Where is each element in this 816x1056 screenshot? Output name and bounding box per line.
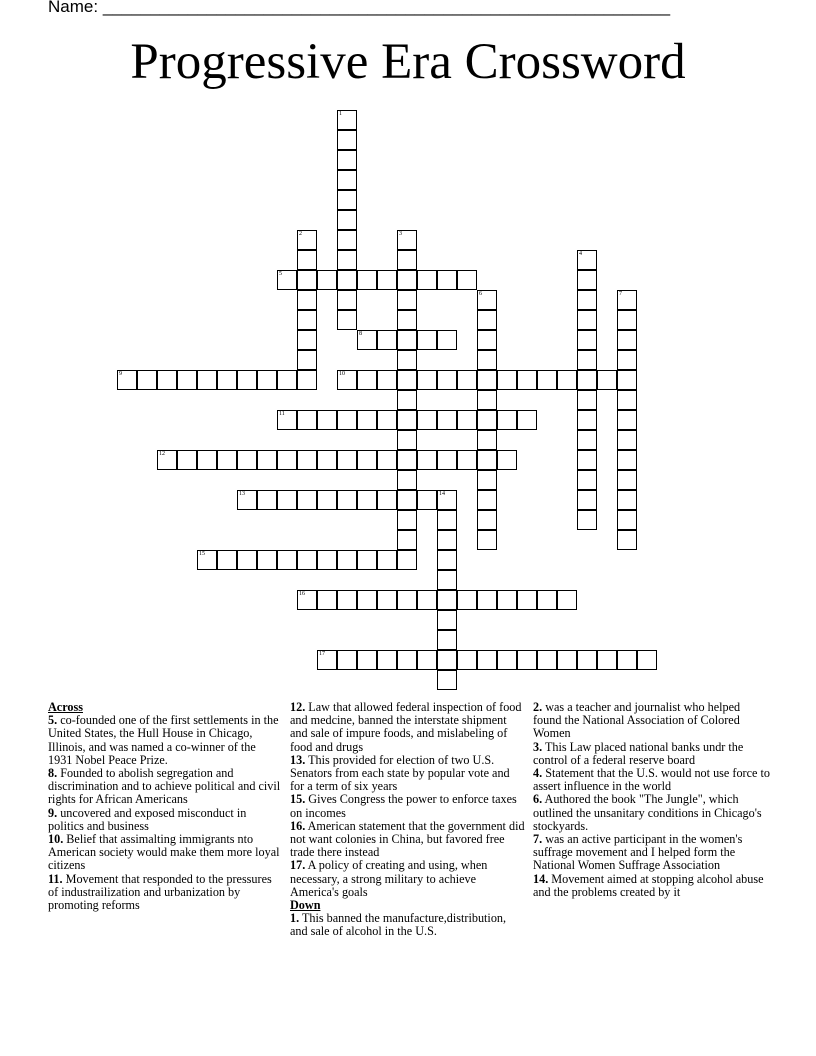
grid-cell[interactable]: [337, 150, 357, 170]
grid-cell[interactable]: [357, 590, 377, 610]
grid-cell[interactable]: [517, 650, 537, 670]
grid-cell-8[interactable]: [357, 330, 377, 350]
grid-cell[interactable]: [397, 510, 417, 530]
grid-cell[interactable]: [457, 450, 477, 470]
grid-cell[interactable]: [397, 450, 417, 470]
grid-cell[interactable]: [197, 450, 217, 470]
grid-cell[interactable]: [357, 270, 377, 290]
grid-cell[interactable]: [397, 430, 417, 450]
grid-cell[interactable]: [577, 450, 597, 470]
grid-cell[interactable]: [397, 550, 417, 570]
grid-cell[interactable]: [437, 610, 457, 630]
clue-down-14: 14. Movement aimed at stopping alcohol abuse and the problems created by it: [533, 871, 764, 899]
grid-cell[interactable]: [477, 490, 497, 510]
grid-cell[interactable]: [337, 410, 357, 430]
clue-across-5: 5. co-founded one of the first settlements in the United States, the Hull House in Chicago, Illinois, and was named a co-winner of the 1931 Nobel Peace Prize.: [48, 713, 279, 767]
grid-cell-16[interactable]: [297, 590, 317, 610]
grid-cell[interactable]: [297, 290, 317, 310]
clue-down-3: 3. This Law placed national banks undr the control of a federal reserve board: [533, 739, 744, 767]
grid-cell[interactable]: [277, 370, 297, 390]
grid-cell[interactable]: [357, 490, 377, 510]
grid-cell[interactable]: [177, 450, 197, 470]
grid-cell-10[interactable]: [337, 370, 357, 390]
clue-across-9: 9. uncovered and exposed misconduct in politics and business: [48, 805, 247, 833]
grid-cell-13[interactable]: [237, 490, 257, 510]
grid-cell[interactable]: [457, 650, 477, 670]
grid-cell[interactable]: [497, 450, 517, 470]
clue-number: 8: [359, 331, 362, 337]
grid-cell[interactable]: [617, 490, 637, 510]
grid-cell[interactable]: [517, 590, 537, 610]
grid-cell[interactable]: [257, 490, 277, 510]
grid-cell[interactable]: [297, 410, 317, 430]
grid-cell[interactable]: [397, 390, 417, 410]
clue-across-11: 11. Movement that responded to the pressures of industrailization and urbanization by promoting reforms: [48, 871, 272, 913]
grid-cell[interactable]: [297, 330, 317, 350]
grid-cell[interactable]: [577, 430, 597, 450]
grid-cell[interactable]: [437, 270, 457, 290]
grid-cell-4[interactable]: [577, 250, 597, 270]
grid-cell[interactable]: [417, 410, 437, 430]
grid-cell[interactable]: [477, 470, 497, 490]
grid-cell[interactable]: [617, 310, 637, 330]
grid-cell[interactable]: [237, 550, 257, 570]
grid-cell[interactable]: [577, 470, 597, 490]
grid-cell[interactable]: [337, 250, 357, 270]
grid-cell[interactable]: [617, 450, 637, 470]
grid-cell[interactable]: [297, 350, 317, 370]
grid-cell[interactable]: [337, 270, 357, 290]
grid-cell-9[interactable]: [117, 370, 137, 390]
grid-cell[interactable]: [397, 250, 417, 270]
grid-cell[interactable]: [337, 490, 357, 510]
grid-cell[interactable]: [377, 330, 397, 350]
grid-cell[interactable]: [417, 590, 437, 610]
grid-cell[interactable]: [417, 650, 437, 670]
clue-number: 2: [299, 231, 302, 237]
grid-cell[interactable]: [317, 410, 337, 430]
grid-cell[interactable]: [557, 590, 577, 610]
grid-cell[interactable]: [437, 450, 457, 470]
grid-cell[interactable]: [437, 590, 457, 610]
grid-cell[interactable]: [177, 370, 197, 390]
grid-cell[interactable]: [277, 550, 297, 570]
grid-cell[interactable]: [397, 290, 417, 310]
grid-cell[interactable]: [217, 370, 237, 390]
grid-cell[interactable]: [337, 170, 357, 190]
clue-down-7: 7. was an active participant in the women's suffrage movement and I helped form the National Women Suffrage Association: [533, 832, 743, 873]
grid-cell[interactable]: [477, 590, 497, 610]
grid-cell[interactable]: [337, 190, 357, 210]
grid-cell-17[interactable]: [317, 650, 337, 670]
grid-cell[interactable]: [357, 550, 377, 570]
grid-cell[interactable]: [617, 530, 637, 550]
grid-cell[interactable]: [357, 650, 377, 670]
grid-cell[interactable]: [277, 490, 297, 510]
grid-cell[interactable]: [537, 650, 557, 670]
grid-cell[interactable]: [397, 310, 417, 330]
clue-across-13: 13. This provided for election of two U.S. Senators from each state by popular vote and for a term of six years: [290, 752, 510, 794]
grid-cell[interactable]: [337, 290, 357, 310]
grid-cell[interactable]: [397, 490, 417, 510]
grid-cell[interactable]: [337, 130, 357, 150]
grid-cell[interactable]: [577, 390, 597, 410]
grid-cell[interactable]: [437, 410, 457, 430]
grid-cell[interactable]: [297, 450, 317, 470]
grid-cell[interactable]: [357, 370, 377, 390]
clue-number: 7: [619, 291, 622, 297]
clue-number: 13: [239, 491, 245, 497]
grid-cell[interactable]: [477, 310, 497, 330]
grid-cell[interactable]: [477, 530, 497, 550]
grid-cell[interactable]: [637, 650, 657, 670]
clue-down-2: 2. was a teacher and journalist who helped found the National Association of Colored Women: [533, 700, 741, 741]
clue-number: 5: [279, 271, 282, 277]
grid-cell[interactable]: [397, 370, 417, 390]
grid-cell[interactable]: [257, 450, 277, 470]
grid-cell[interactable]: [437, 550, 457, 570]
grid-cell[interactable]: [577, 290, 597, 310]
clue-number: 17: [319, 651, 325, 657]
grid-cell[interactable]: [477, 350, 497, 370]
grid-cell[interactable]: [477, 390, 497, 410]
grid-cell-6[interactable]: [477, 290, 497, 310]
grid-cell[interactable]: [337, 590, 357, 610]
clue-across-8: 8. Founded to abolish segregation and discrimination and to achieve political and civil rights for African Americans: [48, 766, 281, 807]
clue-across-17: 17. A policy of creating and using, when necessary, a strong military to achieve America's goals: [290, 858, 488, 899]
grid-cell[interactable]: [237, 370, 257, 390]
grid-cell[interactable]: [577, 310, 597, 330]
grid-cell[interactable]: [417, 270, 437, 290]
grid-cell[interactable]: [297, 370, 317, 390]
grid-cell[interactable]: [317, 550, 337, 570]
grid-cell[interactable]: [297, 250, 317, 270]
grid-cell[interactable]: [397, 530, 417, 550]
grid-cell[interactable]: [417, 450, 437, 470]
grid-cell[interactable]: [357, 450, 377, 470]
grid-cell[interactable]: [477, 330, 497, 350]
grid-cell[interactable]: [397, 590, 417, 610]
grid-cell[interactable]: [297, 270, 317, 290]
grid-cell[interactable]: [197, 370, 217, 390]
grid-cell[interactable]: [477, 430, 497, 450]
grid-cell[interactable]: [437, 510, 457, 530]
grid-cell[interactable]: [137, 370, 157, 390]
grid-cell[interactable]: [337, 650, 357, 670]
grid-cell[interactable]: [617, 370, 637, 390]
grid-cell-14[interactable]: [437, 490, 457, 510]
grid-cell[interactable]: [577, 410, 597, 430]
clue-number: 12: [159, 451, 165, 457]
grid-cell[interactable]: [617, 430, 637, 450]
grid-cell[interactable]: [437, 330, 457, 350]
grid-cell[interactable]: [497, 590, 517, 610]
grid-cell[interactable]: [617, 650, 637, 670]
grid-cell[interactable]: [577, 270, 597, 290]
clue-down-6: 6. Authored the book "The Jungle", which outlined the unsanitary conditions in Chicago's stockyards.: [533, 792, 762, 833]
grid-cell[interactable]: [617, 470, 637, 490]
grid-cell-1[interactable]: [337, 110, 357, 130]
clues-column-2: [290, 701, 526, 939]
grid-cell[interactable]: [617, 510, 637, 530]
grid-cell[interactable]: [437, 530, 457, 550]
grid-cell[interactable]: [217, 450, 237, 470]
grid-cell[interactable]: [617, 410, 637, 430]
grid-cell[interactable]: [497, 370, 517, 390]
grid-cell[interactable]: [477, 410, 497, 430]
grid-cell[interactable]: [477, 370, 497, 390]
grid-cell[interactable]: [597, 370, 617, 390]
grid-cell[interactable]: [437, 650, 457, 670]
grid-cell[interactable]: [477, 650, 497, 670]
grid-cell-5[interactable]: [277, 270, 297, 290]
clues-column-3: [533, 701, 771, 899]
grid-cell[interactable]: [557, 370, 577, 390]
grid-cell[interactable]: [577, 350, 597, 370]
clue-number: 6: [479, 291, 482, 297]
grid-cell[interactable]: [397, 410, 417, 430]
clue-across-15: 15. Gives Congress the power to enforce taxes on incomes: [290, 792, 517, 820]
grid-cell[interactable]: [377, 450, 397, 470]
grid-cell[interactable]: [437, 630, 457, 650]
grid-cell[interactable]: [537, 590, 557, 610]
grid-cell-11[interactable]: [277, 410, 297, 430]
clue-number: 3: [399, 231, 402, 237]
grid-cell[interactable]: [377, 550, 397, 570]
grid-cell[interactable]: [497, 650, 517, 670]
grid-cell[interactable]: [257, 370, 277, 390]
grid-cell[interactable]: [597, 650, 617, 670]
grid-cell[interactable]: [397, 650, 417, 670]
grid-cell[interactable]: [417, 330, 437, 350]
grid-cell[interactable]: [317, 270, 337, 290]
clue-across-12: 12. Law that allowed federal inspection of food and medcine, banned the interstate shipment and sale of impure foods, and mislabeling of food and drugs: [290, 700, 522, 754]
grid-cell[interactable]: [617, 390, 637, 410]
across-heading: Across: [48, 700, 83, 714]
name-label: Name:: [48, 0, 99, 16]
grid-cell[interactable]: [377, 590, 397, 610]
grid-cell[interactable]: [517, 370, 537, 390]
clue-number: 16: [299, 591, 305, 597]
name-blank: ____________________________________________________________: [102, 0, 671, 16]
grid-cell[interactable]: [417, 490, 437, 510]
grid-cell[interactable]: [337, 230, 357, 250]
clue-across-10: 10. Belief that assimalting immigrants nto American society would make them more loyal citizens: [48, 832, 280, 873]
grid-cell[interactable]: [317, 450, 337, 470]
grid-cell[interactable]: [377, 490, 397, 510]
clue-down-4: 4. Statement that the U.S. would not use force to assert influence in the world: [533, 766, 770, 794]
grid-cell[interactable]: [517, 410, 537, 430]
clue-number: 4: [579, 251, 582, 257]
grid-cell[interactable]: [337, 450, 357, 470]
grid-cell[interactable]: [237, 450, 257, 470]
grid-cell[interactable]: [457, 370, 477, 390]
grid-cell[interactable]: [557, 650, 577, 670]
grid-cell[interactable]: [337, 550, 357, 570]
grid-cell[interactable]: [377, 650, 397, 670]
grid-cell[interactable]: [297, 490, 317, 510]
grid-cell[interactable]: [297, 310, 317, 330]
grid-cell[interactable]: [337, 210, 357, 230]
grid-cell[interactable]: [397, 350, 417, 370]
grid-cell[interactable]: [337, 310, 357, 330]
grid-cell[interactable]: [457, 590, 477, 610]
clue-number: 11: [279, 411, 285, 417]
clue-number: 14: [439, 491, 445, 497]
grid-cell[interactable]: [497, 410, 517, 430]
page-title: Progressive Era Crossword: [130, 34, 686, 90]
clues-column-1: [48, 701, 283, 912]
grid-cell[interactable]: [417, 370, 437, 390]
grid-cell[interactable]: [477, 450, 497, 470]
grid-cell[interactable]: [357, 410, 377, 430]
grid-cell[interactable]: [577, 650, 597, 670]
grid-cell[interactable]: [297, 550, 317, 570]
grid-cell[interactable]: [577, 370, 597, 390]
grid-cell[interactable]: [217, 550, 237, 570]
grid-cell[interactable]: [617, 350, 637, 370]
grid-cell[interactable]: [457, 410, 477, 430]
grid-cell[interactable]: [437, 570, 457, 590]
grid-cell[interactable]: [537, 370, 557, 390]
grid-cell[interactable]: [377, 270, 397, 290]
grid-cell[interactable]: [377, 370, 397, 390]
grid-cell[interactable]: [277, 450, 297, 470]
grid-cell[interactable]: [397, 330, 417, 350]
grid-cell[interactable]: [617, 330, 637, 350]
clue-number: 1: [339, 111, 342, 117]
grid-cell[interactable]: [397, 270, 417, 290]
grid-cell[interactable]: [257, 550, 277, 570]
grid-cell[interactable]: [457, 270, 477, 290]
grid-cell[interactable]: [157, 370, 177, 390]
grid-cell[interactable]: [577, 490, 597, 510]
grid-cell-2[interactable]: [297, 230, 317, 250]
grid-cell[interactable]: [437, 370, 457, 390]
grid-cell-3[interactable]: [397, 230, 417, 250]
grid-cell[interactable]: [437, 670, 457, 690]
clue-number: 15: [199, 551, 205, 557]
grid-cell-12[interactable]: [157, 450, 177, 470]
grid-cell[interactable]: [577, 330, 597, 350]
grid-cell[interactable]: [317, 590, 337, 610]
down-heading: Down: [290, 898, 321, 913]
grid-cell-7[interactable]: [617, 290, 637, 310]
clue-number: 10: [339, 371, 345, 377]
grid-cell-15[interactable]: [197, 550, 217, 570]
clue-across-16: 16. American statement that the government did not want colonies in China, but favored free trade there instead: [290, 818, 525, 860]
grid-cell[interactable]: [577, 510, 597, 530]
grid-cell[interactable]: [317, 490, 337, 510]
clue-number: 9: [119, 371, 122, 377]
grid-cell[interactable]: [477, 510, 497, 530]
clue-down-1: 1. This banned the manufacture,distribution, and sale of alcohol in the U.S.: [290, 911, 507, 939]
grid-cell[interactable]: [397, 470, 417, 490]
grid-cell[interactable]: [377, 410, 397, 430]
